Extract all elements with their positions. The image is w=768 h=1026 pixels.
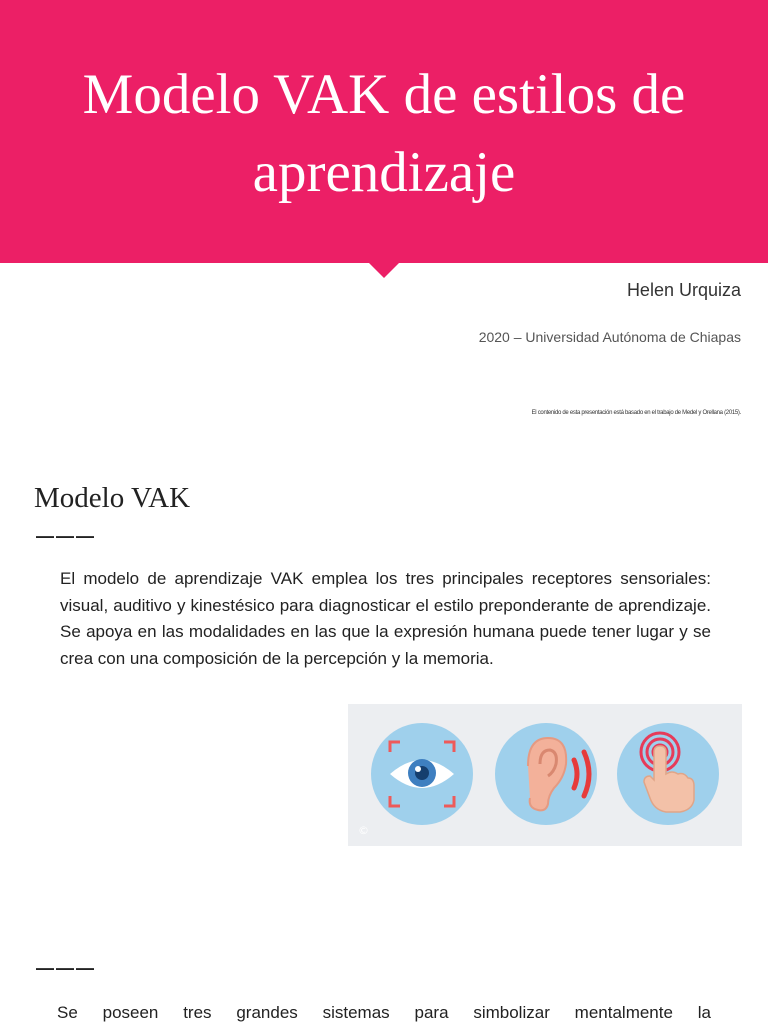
ear-icon <box>495 723 597 825</box>
banner-notch <box>368 262 400 278</box>
section-title: Modelo VAK <box>34 482 191 514</box>
section-body: El modelo de aprendizaje VAK emplea los tres principales receptores sensoriales: visual, auditivo y kinestésico para diagnosticar el estilo preponderante de aprendizaje. Se apoya en las modalidades en las que la expresión humana puede tener lugar y se crea con una composición de la percepción y la memoria. <box>60 569 711 668</box>
eye-icon <box>371 723 473 825</box>
slide-separator <box>0 452 768 460</box>
slide-title: Modelo VAK de estilos de aprendizaje <box>82 62 686 204</box>
title-slide <box>0 0 768 452</box>
watermark: © <box>358 824 369 837</box>
systems-slide <box>0 930 768 1024</box>
slide3-body: Se poseen tres grandes sistemas para simbolizar mentalmente la <box>57 1003 711 1022</box>
author-name: Helen Urquiza <box>626 280 741 300</box>
title-divider: ——— <box>36 526 96 546</box>
source-note: El contenido de esta presentación está basado en el trabajo de Medel y Orellana (2015). <box>531 410 741 416</box>
slide3-divider: ——— <box>36 958 96 978</box>
vak-illustration <box>348 704 742 846</box>
title-banner <box>0 0 768 263</box>
affiliation: 2020 – Universidad Autónoma de Chiapas <box>478 329 741 345</box>
vak-model-slide <box>0 460 768 930</box>
touch-icon <box>617 723 719 825</box>
